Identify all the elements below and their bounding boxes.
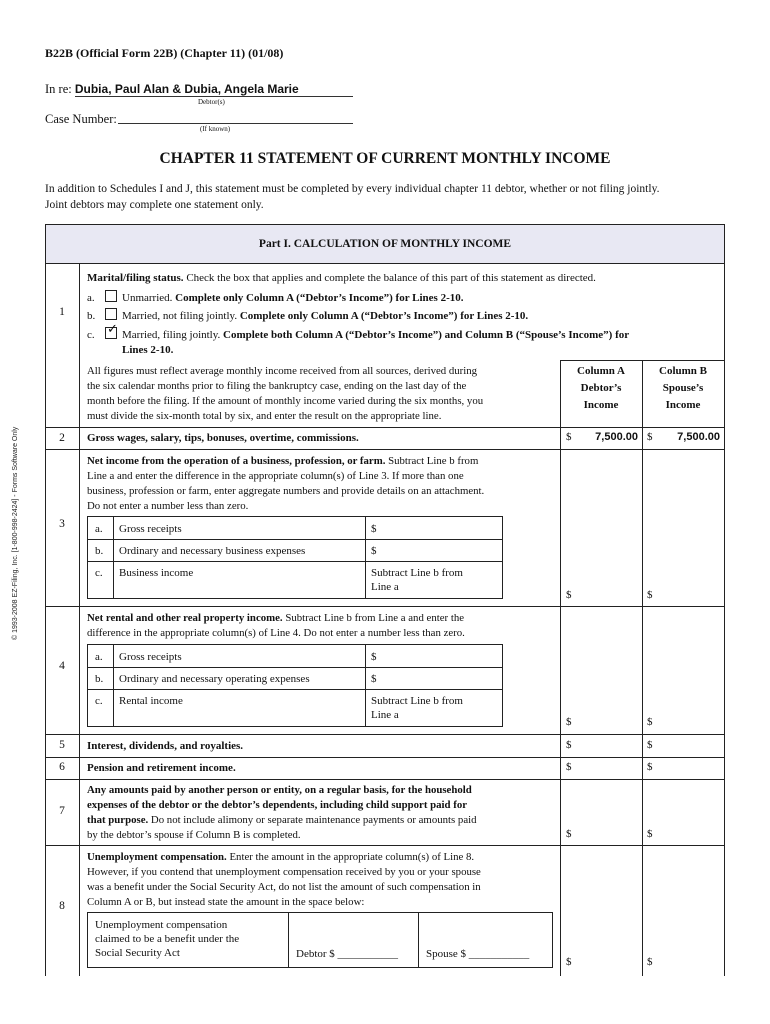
line-3-text-part: Subtract Line b from <box>385 455 479 467</box>
line-8-text-part: was a benefit under the Social Security Act, do not list the amount of such compensation in <box>87 881 481 893</box>
line-3-col-a-field[interactable]: $ <box>566 589 572 601</box>
line-6-col-a-field[interactable]: $ <box>566 761 572 773</box>
row-divider <box>45 449 725 450</box>
debtor-ss-field[interactable]: Debtor $ ___________ <box>296 948 399 960</box>
line-4-col-b-field[interactable]: $ <box>647 716 653 728</box>
line-7-text-part: expenses of the debtor or the debtor’s dependents, including child support paid for <box>87 799 468 811</box>
business-expenses-field[interactable]: $ <box>371 545 377 557</box>
option-instruction: Complete both Column A (“Debtor’s Income”) and Column B (“Spouse’s Income”) for <box>220 329 630 341</box>
line-8-text <box>87 850 557 910</box>
line-7-col-a-field[interactable]: $ <box>566 828 572 840</box>
line-2-col-a-amount[interactable]: 7,500.00 <box>595 431 638 443</box>
column-header-top <box>560 360 724 361</box>
column-a-header <box>560 363 642 414</box>
line-3-col-b-field[interactable]: $ <box>647 589 653 601</box>
option-letter: c. <box>87 329 95 341</box>
business-income-instruction <box>371 566 463 594</box>
option-instruction-cont: Lines 2-10. <box>122 344 174 356</box>
line-8-col-a-field[interactable]: $ <box>566 956 572 968</box>
business-income-label: Business income <box>119 567 194 579</box>
check-mark-icon: ✓ <box>107 322 118 337</box>
line-5-col-a-field[interactable]: $ <box>566 739 572 751</box>
note-line: must divide the six-month total by six, and enter the result on the appropriate line. <box>87 410 442 422</box>
unmarried-checkbox[interactable] <box>105 290 117 302</box>
part-title: Part I. CALCULATION OF MONTHLY INCOME <box>258 238 512 250</box>
instruction-line: Subtract Line b from <box>371 567 463 579</box>
line-number: 1 <box>59 306 65 318</box>
ss-label-line: claimed to be a benefit under the <box>95 933 240 945</box>
line-number: 6 <box>59 761 65 773</box>
column-b-sub: Spouse’s <box>662 382 704 394</box>
column-a-title: Column A <box>577 365 625 377</box>
instruction-line: Line a <box>371 581 399 593</box>
option-letter: a. <box>87 292 95 304</box>
column-b-divider <box>642 360 643 976</box>
note-line: month before the filing. If the amount of monthly income varied during the six months, you <box>87 395 484 407</box>
option-instruction: Complete only Column A (“Debtor’s Income”) for Lines 2-10. <box>237 310 529 322</box>
column-b-header <box>642 363 724 414</box>
rental-gross-receipts-field[interactable]: $ <box>371 651 377 663</box>
case-number-label: Case Number: <box>45 112 117 126</box>
line-5-col-b-field[interactable]: $ <box>647 739 653 751</box>
subtable-col-line <box>365 517 366 598</box>
average-income-note <box>87 364 557 424</box>
line-8-text-part: However, if you contend that unemployment compensation received by you or your spouse <box>87 866 481 878</box>
intro-text <box>45 181 735 213</box>
copyright-side-note: © 1993-2008 EZ-Filing, Inc. [1-800-998-2424] - Forms Software Only <box>12 426 19 640</box>
line-number: 3 <box>59 518 65 530</box>
subtable-row-line <box>88 689 502 690</box>
column-a-sub: Debtor’s <box>580 382 622 394</box>
instruction-line: Subtract Line b from <box>371 695 463 707</box>
col-a-currency: $ <box>566 431 572 443</box>
row-letter: b. <box>95 673 104 685</box>
operating-expenses-field[interactable]: $ <box>371 673 377 685</box>
subtable-col-line <box>365 645 366 726</box>
row-letter: c. <box>95 567 103 579</box>
line-3-heading: Net income from the operation of a business, profession, or farm. <box>87 455 386 467</box>
row-letter: a. <box>95 651 103 663</box>
marital-option-b[interactable] <box>87 308 717 324</box>
ss-label-line: Social Security Act <box>95 947 180 959</box>
subtable-col-line <box>113 645 114 726</box>
ss-label-line: Unemployment compensation <box>95 919 228 931</box>
line-4-text-part: difference in the appropriate column(s) of Line 4. Do not enter a number less than zero. <box>87 627 465 639</box>
marital-status-heading-bold: Marital/filing status. <box>87 272 184 284</box>
line-8-text-part: Column A or B, but instead state the amount in the space below: <box>87 896 365 908</box>
line-8-heading: Unemployment compensation. <box>87 851 227 863</box>
line-8-text-part: Enter the amount in the appropriate column(s) of Line 8. <box>226 851 475 863</box>
gross-receipts-label: Gross receipts <box>119 651 182 663</box>
subtable-row-line <box>88 561 502 562</box>
option-label: Married, not filing jointly. <box>122 310 238 322</box>
line-3-text-part: business, profession or farm, enter aggregate numbers and provide details on an attachment. <box>87 485 485 497</box>
line-number: 4 <box>59 660 65 672</box>
line-3-text-part: Do not enter a number less than zero. <box>87 500 249 512</box>
row-divider <box>45 757 725 758</box>
line-7-text-part: by the debtor’s spouse if Column B is completed. <box>87 829 301 841</box>
business-expenses-label: Ordinary and necessary business expenses <box>119 545 306 557</box>
option-instruction: Complete only Column A (“Debtor’s Income”) for Lines 2-10. <box>172 292 464 304</box>
row-letter: b. <box>95 545 104 557</box>
option-label: Unmarried. <box>122 292 173 304</box>
marital-status-heading-text: Check the box that applies and complete the balance of this part of this statement as directed. <box>183 272 596 284</box>
subtable-row-line <box>88 539 502 540</box>
line-2-label: Gross wages, salary, tips, bonuses, overtime, commissions. <box>87 432 359 444</box>
column-a-sub2: Income <box>583 399 619 411</box>
marital-status-heading <box>87 271 717 286</box>
rental-income-instruction <box>371 694 463 722</box>
instruction-line: Line a <box>371 709 399 721</box>
row-letter: c. <box>95 695 103 707</box>
number-column-divider <box>79 264 80 976</box>
case-number-field[interactable] <box>118 123 353 124</box>
row-divider <box>45 779 725 780</box>
line-number: 2 <box>59 432 65 444</box>
line-7-text-part: Do not include alimony or separate maintenance payments or amounts paid <box>148 814 477 826</box>
subtable-row-line <box>88 667 502 668</box>
in-re-label: In re: <box>45 82 72 96</box>
page-title: CHAPTER 11 STATEMENT OF CURRENT MONTHLY INCOME <box>159 150 611 167</box>
row-divider <box>45 734 725 735</box>
debtor-names[interactable]: Dubia, Paul Alan & Dubia, Angela Marie <box>74 82 299 96</box>
table-left-border <box>45 264 46 976</box>
line-number: 8 <box>59 900 65 912</box>
marital-option-c[interactable] <box>87 322 717 358</box>
gross-receipts-label: Gross receipts <box>119 523 182 535</box>
option-label: Married, filing jointly. <box>122 329 221 341</box>
line-number: 5 <box>59 739 65 751</box>
rental-income-label: Rental income <box>119 695 183 707</box>
row-divider <box>45 427 725 428</box>
line-7-text-part: Any amounts paid by another person or entity, on a regular basis, for the household <box>87 784 472 796</box>
married-not-jointly-checkbox[interactable] <box>105 308 117 320</box>
operating-expenses-label: Ordinary and necessary operating expenses <box>119 673 310 685</box>
subtable-col-line <box>113 517 114 598</box>
line-4-subtable <box>87 644 503 727</box>
note-line: All figures must reflect average monthly income received from all sources, derived during <box>87 365 478 377</box>
line-7-text-part: that purpose. <box>87 814 149 826</box>
line-3-subtable <box>87 516 503 599</box>
column-a-divider <box>560 360 561 976</box>
column-b-title: Column B <box>659 365 707 377</box>
in-re-line <box>45 82 299 97</box>
case-number-caption: (If known) <box>200 125 231 133</box>
table-right-border <box>724 264 725 976</box>
line-4-text <box>87 611 557 641</box>
line-3-text-part: Line a and enter the difference in the appropriate column(s) of Line 3. If more than one <box>87 470 464 482</box>
line-4-text-part: Subtract Line b from Line a and enter the <box>282 612 465 624</box>
intro-line-1: In addition to Schedules I and J, this statement must be completed by every individual chapter 11 debtor, whether or not filing jointly. <box>45 183 660 195</box>
line-number: 7 <box>59 805 65 817</box>
line-7-col-b-field[interactable]: $ <box>647 828 653 840</box>
line-8-col-b-field[interactable]: $ <box>647 956 653 968</box>
debtor-underline <box>75 96 353 97</box>
intro-line-2: Joint debtors may complete one statement only. <box>45 199 264 211</box>
marital-option-a[interactable] <box>87 290 717 306</box>
note-line: the six calendar months prior to filing the bankruptcy case, ending on the last day of the <box>87 380 467 392</box>
line-4-col-a-field[interactable]: $ <box>566 716 572 728</box>
row-divider <box>45 845 725 846</box>
form-id: B22B (Official Form 22B) (Chapter 11) (01/08) <box>45 46 284 60</box>
line-5-label: Interest, dividends, and royalties. <box>87 740 244 752</box>
column-b-sub2: Income <box>665 399 701 411</box>
spouse-ss-field[interactable]: Spouse $ ___________ <box>426 948 530 960</box>
line-4-heading: Net rental and other real property income. <box>87 612 283 624</box>
box-col-line <box>288 913 289 967</box>
ss-benefit-label <box>95 918 239 960</box>
option-letter: b. <box>87 310 96 322</box>
row-divider <box>45 606 725 607</box>
line-6-col-b-field[interactable]: $ <box>647 761 653 773</box>
married-jointly-checkbox[interactable] <box>105 322 118 339</box>
box-col-line <box>418 913 419 967</box>
line-7-text <box>87 783 557 843</box>
gross-receipts-field[interactable]: $ <box>371 523 377 535</box>
line-3-text <box>87 454 557 514</box>
line-6-label: Pension and retirement income. <box>87 762 236 774</box>
debtor-caption: Debtor(s) <box>198 98 225 106</box>
row-letter: a. <box>95 523 103 535</box>
col-b-currency: $ <box>647 431 653 443</box>
social-security-box <box>87 912 553 968</box>
line-2-col-b-amount[interactable]: 7,500.00 <box>677 431 720 443</box>
